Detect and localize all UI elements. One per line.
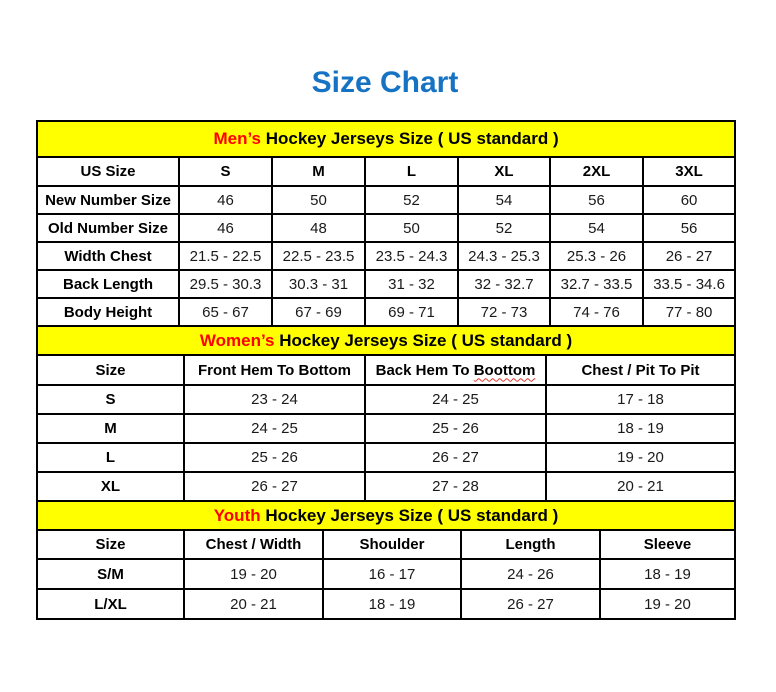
row-label: L — [37, 443, 184, 472]
back-hem-text: Back Hem To — [375, 361, 474, 379]
cell: 20 - 21 — [546, 472, 735, 501]
youth-header-row — [37, 530, 735, 559]
cell: 27 - 28 — [365, 472, 546, 501]
cell: 32.7 - 33.5 — [550, 270, 643, 298]
cell: 23.5 - 24.3 — [365, 242, 458, 270]
cell: 67 - 69 — [272, 298, 365, 326]
table-row — [37, 242, 735, 270]
cell: 46 — [179, 214, 272, 242]
cell: 72 - 73 — [458, 298, 550, 326]
mens-header-us-size: US Size — [37, 157, 179, 186]
youth-header-chest-width: Chest / Width — [184, 530, 323, 559]
table-row — [37, 443, 735, 472]
table-row — [37, 385, 735, 414]
cell: 18 - 19 — [546, 414, 735, 443]
cell: 21.5 - 22.5 — [179, 242, 272, 270]
cell: 50 — [272, 186, 365, 214]
misspelled-word: Boottom — [473, 361, 536, 379]
mens-header-l: L — [365, 157, 458, 186]
size-chart — [36, 120, 734, 620]
table-row — [37, 186, 735, 214]
cell: 26 - 27 — [184, 472, 365, 501]
cell: 52 — [458, 214, 550, 242]
cell: 25 - 26 — [365, 414, 546, 443]
womens-header-chest: Chest / Pit To Pit — [546, 355, 735, 385]
cell: 52 — [365, 186, 458, 214]
cell: 74 - 76 — [550, 298, 643, 326]
womens-banner-row — [37, 326, 735, 355]
row-label: Body Height — [37, 298, 179, 326]
row-label: S/M — [37, 559, 184, 589]
table-row — [37, 472, 735, 501]
cell: 56 — [643, 214, 735, 242]
cell: 54 — [550, 214, 643, 242]
cell: 25.3 - 26 — [550, 242, 643, 270]
cell: 69 - 71 — [365, 298, 458, 326]
table-row — [37, 214, 735, 242]
cell: 23 - 24 — [184, 385, 365, 414]
cell: 60 — [643, 186, 735, 214]
row-label: Old Number Size — [37, 214, 179, 242]
row-label: S — [37, 385, 184, 414]
youth-banner-highlight: Youth — [213, 505, 261, 525]
mens-header-3xl: 3XL — [643, 157, 735, 186]
mens-banner-row — [37, 121, 735, 157]
youth-header-sleeve: Sleeve — [600, 530, 735, 559]
mens-header-2xl: 2XL — [550, 157, 643, 186]
mens-banner-highlight: Men’s — [213, 129, 261, 148]
cell: 24 - 26 — [461, 559, 600, 589]
cell: 32 - 32.7 — [458, 270, 550, 298]
womens-section-banner — [37, 326, 735, 355]
cell: 24.3 - 25.3 — [458, 242, 550, 270]
youth-header-shoulder: Shoulder — [323, 530, 461, 559]
row-label: M — [37, 414, 184, 443]
cell: 29.5 - 30.3 — [179, 270, 272, 298]
cell: 54 — [458, 186, 550, 214]
womens-banner-rest: Hockey Jerseys Size ( US standard ) — [274, 330, 573, 350]
cell: 25 - 26 — [184, 443, 365, 472]
row-label: XL — [37, 472, 184, 501]
womens-header-row — [37, 355, 735, 385]
mens-section-banner — [37, 121, 735, 157]
mens-header-xl: XL — [458, 157, 550, 186]
cell: 19 - 20 — [600, 589, 735, 619]
cell: 18 - 19 — [323, 589, 461, 619]
womens-header-back-hem — [365, 355, 546, 385]
cell: 31 - 32 — [365, 270, 458, 298]
cell: 46 — [179, 186, 272, 214]
mens-size-table — [36, 120, 736, 327]
mens-header-m: M — [272, 157, 365, 186]
cell: 26 - 27 — [461, 589, 600, 619]
cell: 19 - 20 — [546, 443, 735, 472]
table-row — [37, 589, 735, 619]
cell: 16 - 17 — [323, 559, 461, 589]
cell: 77 - 80 — [643, 298, 735, 326]
page-title: Size Chart — [311, 66, 459, 99]
cell: 48 — [272, 214, 365, 242]
table-row — [37, 414, 735, 443]
womens-banner-highlight: Women’s — [199, 330, 275, 350]
cell: 20 - 21 — [184, 589, 323, 619]
mens-header-row — [37, 157, 735, 186]
cell: 26 - 27 — [643, 242, 735, 270]
row-label: New Number Size — [37, 186, 179, 214]
table-row — [37, 298, 735, 326]
row-label: L/XL — [37, 589, 184, 619]
cell: 30.3 - 31 — [272, 270, 365, 298]
womens-header-size: Size — [37, 355, 184, 385]
cell: 26 - 27 — [365, 443, 546, 472]
cell: 56 — [550, 186, 643, 214]
youth-section-banner — [37, 501, 735, 530]
row-label: Back Length — [37, 270, 179, 298]
cell: 19 - 20 — [184, 559, 323, 589]
row-label: Width Chest — [37, 242, 179, 270]
table-row — [37, 270, 735, 298]
cell: 24 - 25 — [365, 385, 546, 414]
cell: 33.5 - 34.6 — [643, 270, 735, 298]
youth-size-table — [36, 500, 736, 620]
cell: 24 - 25 — [184, 414, 365, 443]
youth-banner-row — [37, 501, 735, 530]
cell: 18 - 19 — [600, 559, 735, 589]
mens-banner-rest: Hockey Jerseys Size ( US standard ) — [261, 129, 559, 148]
cell: 65 - 67 — [179, 298, 272, 326]
cell: 22.5 - 23.5 — [272, 242, 365, 270]
youth-banner-rest: Hockey Jerseys Size ( US standard ) — [260, 505, 559, 525]
cell: 50 — [365, 214, 458, 242]
youth-header-length: Length — [461, 530, 600, 559]
womens-size-table — [36, 325, 736, 502]
mens-header-s: S — [179, 157, 272, 186]
table-row — [37, 559, 735, 589]
youth-header-size: Size — [37, 530, 184, 559]
cell: 17 - 18 — [546, 385, 735, 414]
womens-header-front-hem: Front Hem To Bottom — [184, 355, 365, 385]
